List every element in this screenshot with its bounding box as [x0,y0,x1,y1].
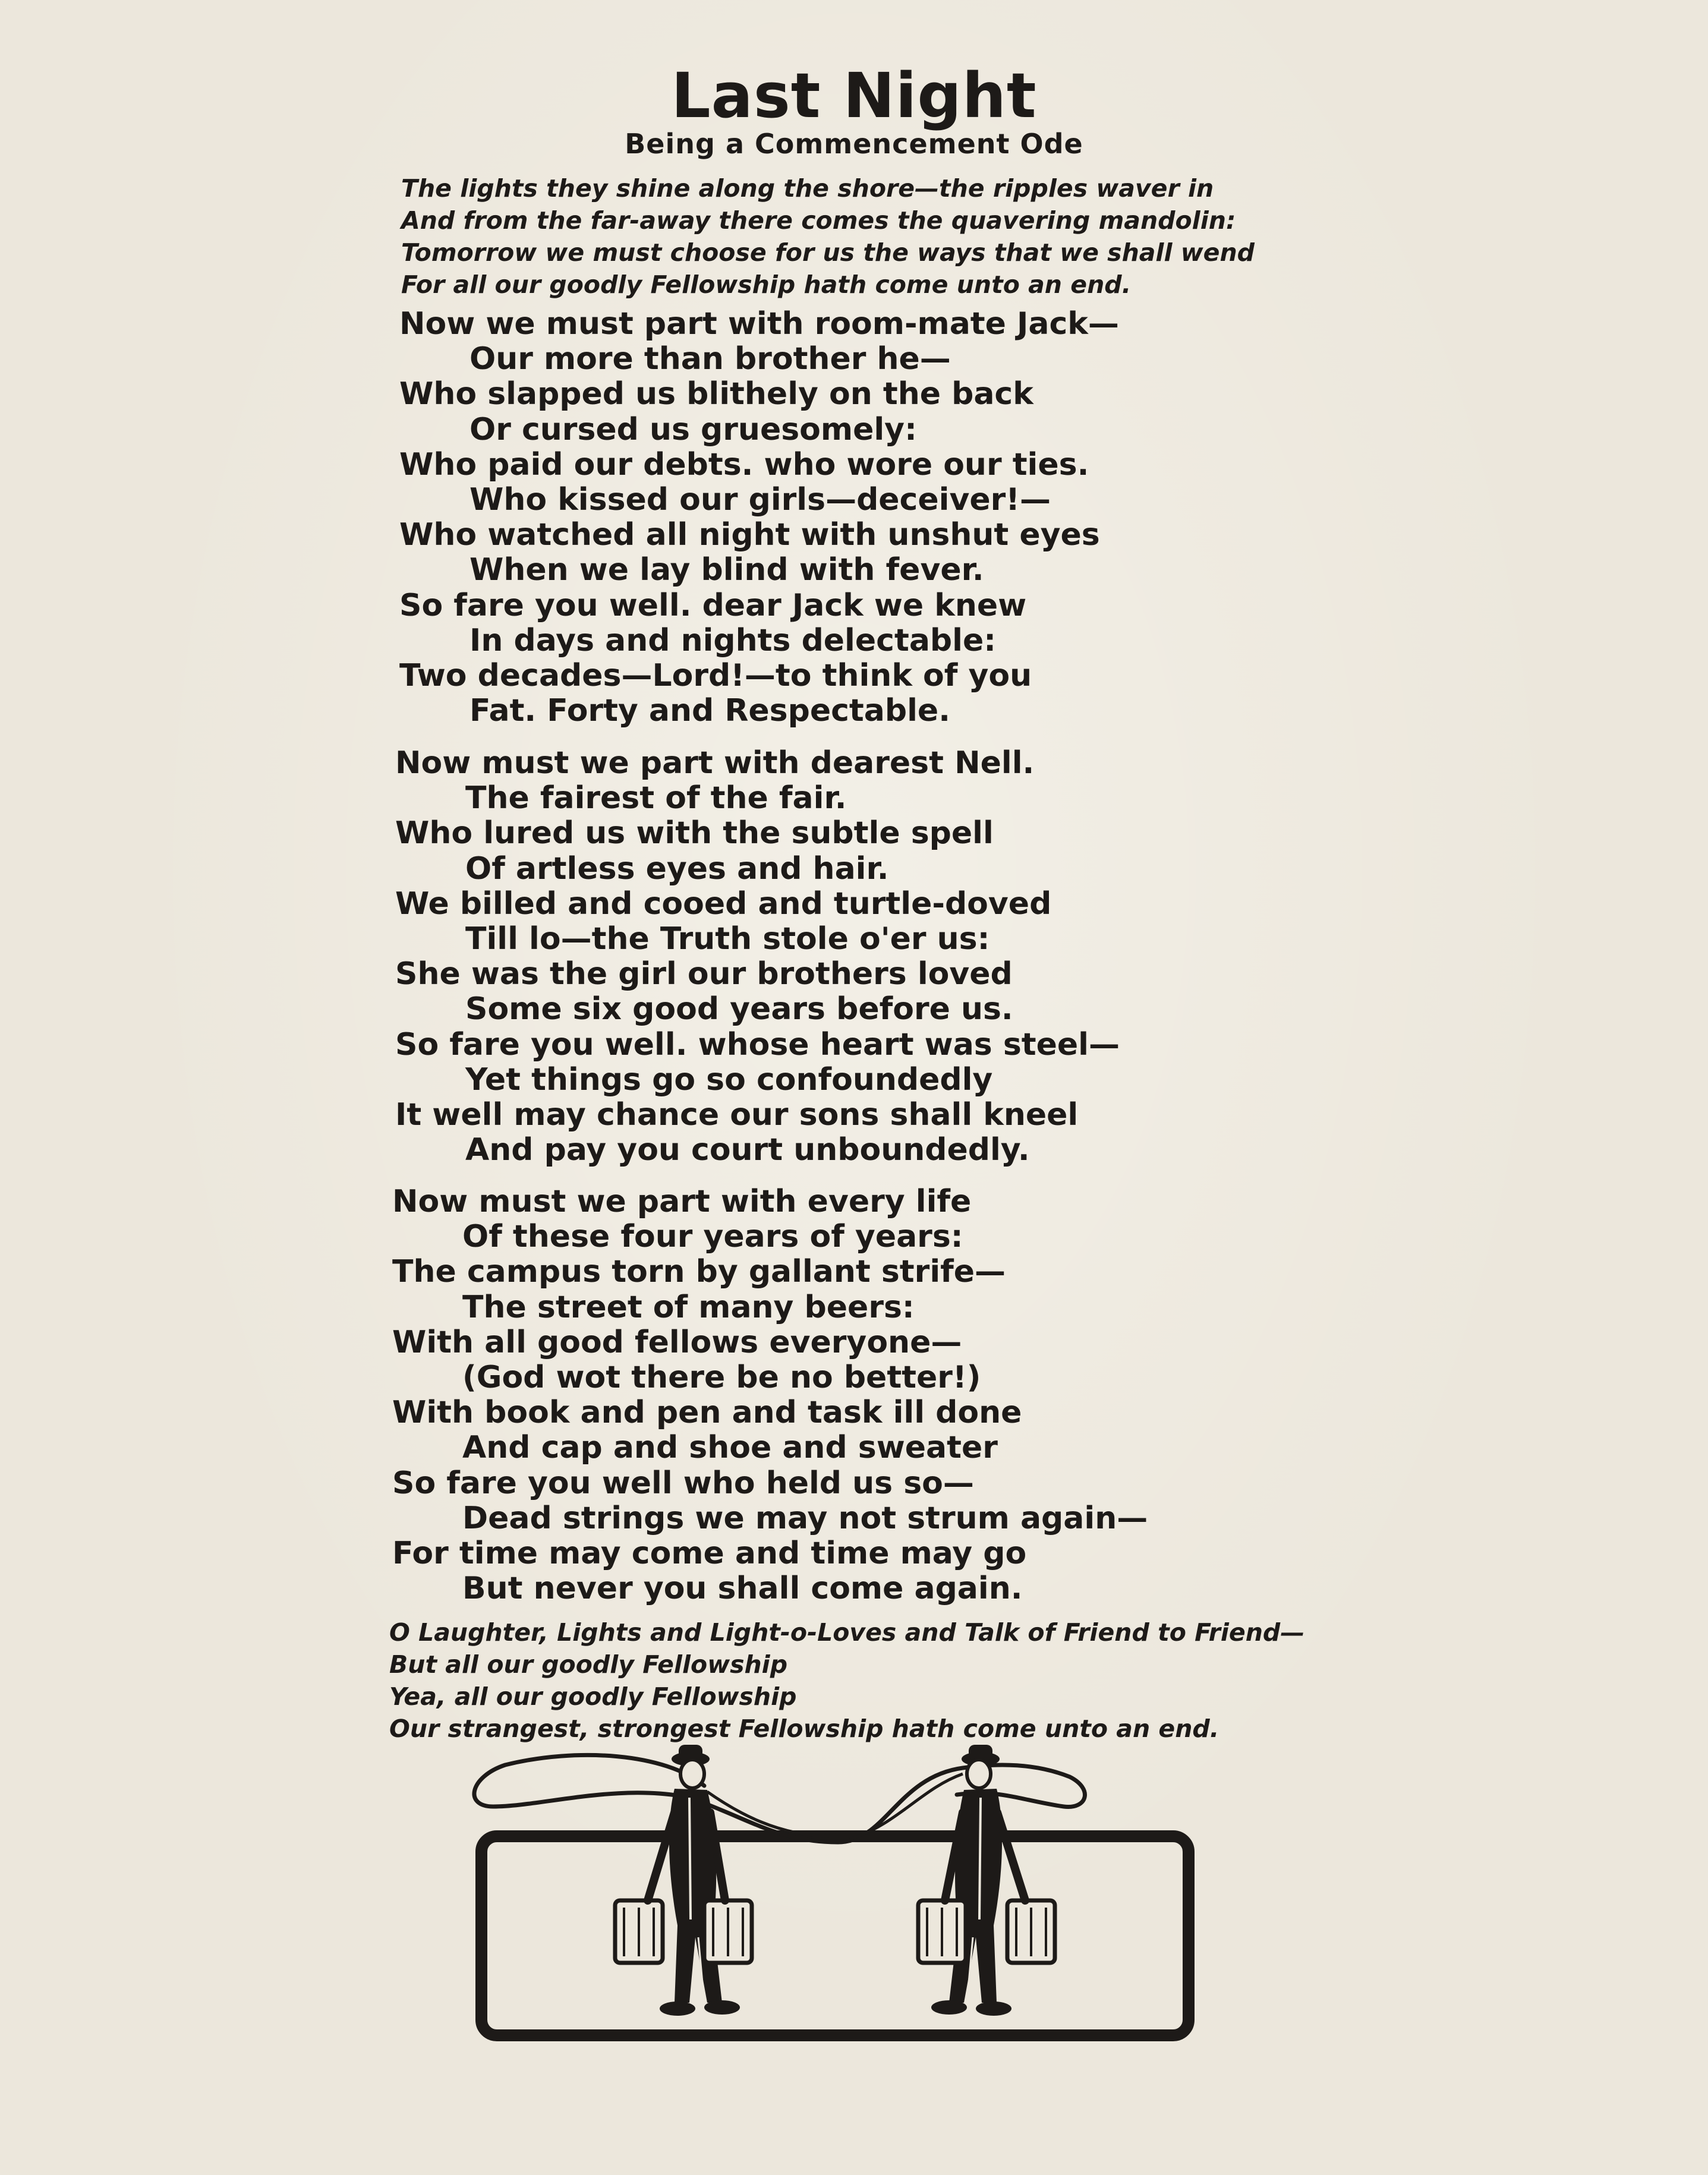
verse-line: It well may chance our sons shall kneel [395,1097,1079,1133]
verse-line: Our more than brother he— [469,341,951,377]
verse-line: Of artless eyes and hair. [465,850,889,887]
verse-line: Who kissed our girls—deceiver!— [469,482,1051,518]
poem-title: Last Night [671,59,1037,132]
stanza-college-life [392,1184,1148,1606]
verse-line: And pay you court unboundedly. [465,1132,1030,1168]
outro-verse [389,1616,1304,1745]
verse-line: So fare you well who held us so— [392,1465,974,1501]
outro-line: Yea, all our goodly Fellowship [389,1682,797,1711]
verse-line: Of these four years of years: [462,1219,963,1255]
two-students-with-suitcases-illustration [469,1741,1212,2056]
outro-line: But all our goodly Fellowship [389,1650,788,1679]
verse-line: Who paid our debts. who wore our ties. [399,446,1089,483]
verse-line: In days and nights delectable: [469,622,997,658]
verse-line: The street of many beers: [462,1289,915,1325]
verse-line: Till lo—the Truth stole o'er us: [465,921,990,957]
intro-line: Tomorrow we must choose for us the ways that we shall wend [401,238,1255,267]
verse-line: When we lay blind with fever. [469,552,984,588]
verse-line: Now we must part with room-mate Jack— [399,306,1119,342]
verse-line: (God wot there be no better!) [462,1360,981,1396]
verse-line: But never you shall come again. [462,1571,1023,1607]
verse-line: So fare you well. whose heart was steel— [395,1026,1120,1063]
verse-line: Who slapped us blithely on the back [399,376,1033,412]
intro-line: For all our goodly Fellowship hath come unto an end. [401,270,1132,299]
verse-line: Some six good years before us. [465,991,1013,1027]
stanza-nell [395,746,1120,1168]
left-student-figure [615,1745,752,2016]
stanza-jack [399,307,1119,729]
verse-line: She was the girl our brothers loved [395,956,1013,992]
illustration-frame [481,1836,1189,2035]
verse-line: The fairest of the fair. [465,780,847,817]
verse-line: Or cursed us gruesomely: [469,411,917,447]
verse-line: Now must we part with dearest Nell. [395,745,1035,781]
verse-line: With book and pen and task ill done [392,1395,1022,1431]
verse-line: So fare you well. dear Jack we knew [399,587,1027,623]
verse-line: Who lured us with the subtle spell [395,815,994,852]
intro-line: The lights they shine along the shore—the ripples waver in [401,174,1214,203]
outro-line: O Laughter, Lights and Light-o-Loves and Talk of Friend to Friend— [389,1618,1305,1647]
verse-line: For time may come and time may go [392,1536,1027,1572]
poem-subtitle: Being a Commencement Ode [625,128,1083,160]
verse-line: And cap and shoe and sweater [462,1430,998,1466]
verse-line: Two decades—Lord!—to think of you [399,658,1032,694]
verse-line: With all good fellows everyone— [392,1324,962,1360]
verse-line: The campus torn by gallant strife— [392,1254,1006,1290]
outro-line: Our strangest, strongest Fellowship hath come unto an end. [389,1714,1219,1743]
intro-verse [401,172,1255,301]
verse-line: Now must we part with every life [392,1184,972,1219]
verse-line: Dead strings we may not strum again— [462,1500,1148,1536]
intro-line: And from the far-away there comes the quavering mandolin: [401,206,1236,235]
verse-line: We billed and cooed and turtle-doved [395,885,1052,922]
verse-line: Yet things go so confoundedly [465,1061,993,1098]
verse-line: Who watched all night with unshut eyes [399,517,1100,553]
verse-line: Fat. Forty and Respectable. [469,693,950,729]
